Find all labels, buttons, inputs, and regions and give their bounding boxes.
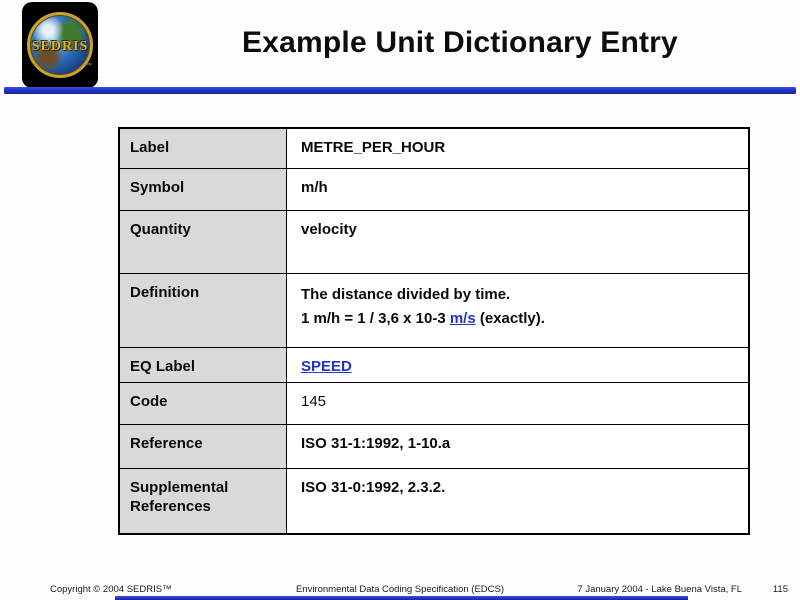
globe-icon: [27, 12, 93, 78]
row-label: Quantity: [120, 211, 287, 273]
footer-center-text: Environmental Data Coding Specification (EDCS): [295, 584, 505, 595]
copyright-text: Copyright © 2004 SEDRIS™: [50, 584, 172, 595]
row-label: Definition: [120, 274, 287, 347]
table-row-eq-label: [120, 348, 748, 383]
unit-dictionary-table: [118, 127, 750, 535]
logo-text: SEDRIS: [31, 39, 89, 54]
page-number: 115: [772, 584, 788, 595]
table-row-definition: [120, 274, 748, 348]
row-value: velocity: [301, 221, 357, 238]
table-row-supplemental-references: [120, 469, 748, 533]
trademark-symbol: ™: [86, 63, 92, 69]
row-label: Code: [120, 383, 287, 424]
row-value: ISO 31-1:1992, 1-10.a: [301, 435, 451, 452]
header-rule: [4, 87, 796, 94]
row-value: [287, 348, 748, 382]
definition-line2: [301, 307, 742, 331]
ms-unit-link[interactable]: m/s: [449, 310, 476, 327]
row-label: Supplemental References: [120, 469, 287, 533]
row-label: Label: [120, 129, 287, 168]
row-value: ISO 31-0:1992, 2.3.2.: [301, 479, 446, 496]
footer-rule: [115, 596, 688, 600]
row-value: [287, 274, 748, 347]
table-row-code: [120, 383, 748, 425]
row-label: Reference: [120, 425, 287, 468]
speed-link[interactable]: SPEED: [301, 358, 352, 375]
definition-line2-pre: 1 m/h = 1 / 3,6 x 10-3: [301, 310, 450, 327]
row-value: m/h: [301, 179, 328, 196]
table-row-reference: [120, 425, 748, 469]
row-label: Symbol: [120, 169, 287, 210]
definition-line2-post: (exactly).: [475, 310, 545, 327]
row-value: METRE_PER_HOUR: [301, 139, 446, 156]
table-row-label: [120, 129, 748, 169]
footer-date-location: 7 January 2004 - Lake Buena Vista, FL: [577, 584, 742, 595]
page-title: Example Unit Dictionary Entry: [242, 26, 678, 59]
table-row-symbol: [120, 169, 748, 211]
sedris-logo: [22, 2, 98, 88]
row-value: 145: [301, 393, 327, 410]
table-row-quantity: [120, 211, 748, 274]
definition-line1: The distance divided by time.: [301, 286, 511, 303]
row-label: EQ Label: [120, 348, 287, 382]
